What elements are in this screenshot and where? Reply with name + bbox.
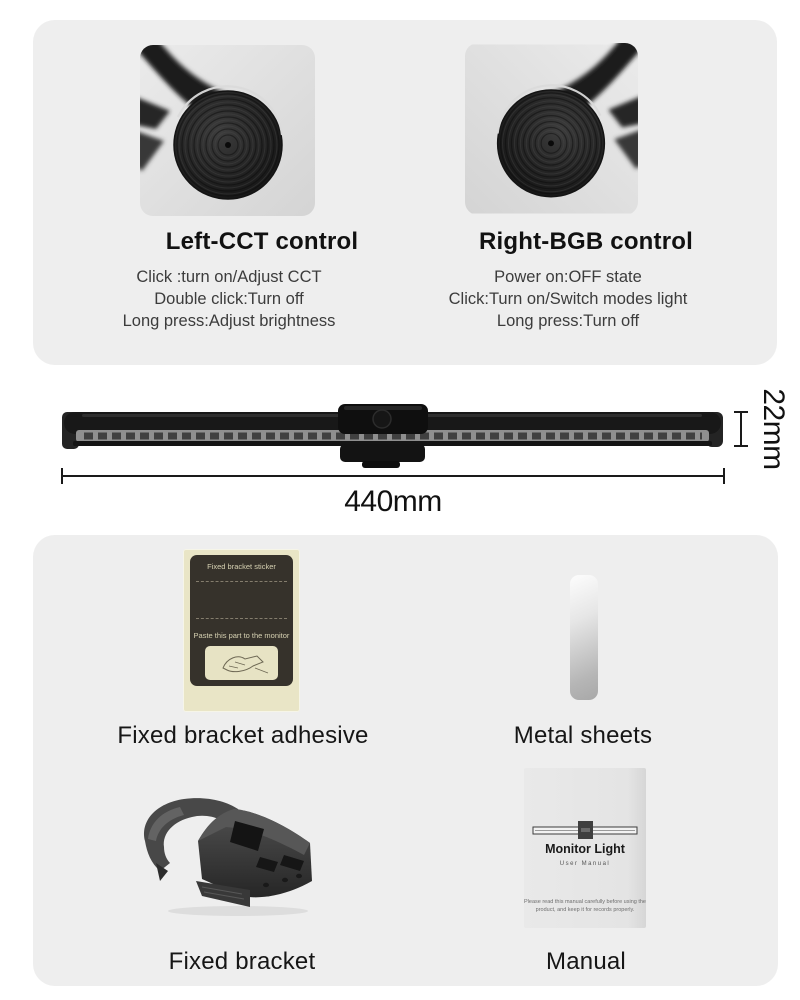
metal-sheet-image [570, 575, 598, 700]
adhesive-sticker-note: Paste this part to the monitor [193, 631, 290, 640]
manual-card-subtitle: User Manual [559, 861, 611, 867]
instruction-line: Long press:Turn off [496, 312, 640, 330]
fixed-bracket-label: Fixed bracket [168, 948, 316, 975]
perforation-line [196, 618, 287, 619]
knob-image [140, 45, 315, 216]
metal-sheets-label: Metal sheets [513, 722, 653, 749]
instruction-line: Long press:Adjust brightness [122, 312, 336, 330]
rgb-control-instructions [398, 266, 738, 332]
perforation-line [196, 581, 287, 582]
rgb-control-title: Right-BGB control [478, 228, 694, 255]
bracket-sketch-icon [205, 646, 278, 680]
knob-image [465, 43, 638, 215]
instruction-line: Click:Turn on/Switch modes light [448, 290, 688, 308]
width-dimension [62, 468, 724, 484]
height-dimension-label: 22mm [757, 388, 790, 470]
controls-panel [33, 20, 777, 365]
instruction-line: Click :turn on/Adjust CCT [136, 268, 322, 286]
width-dimension-label: 440mm [344, 485, 442, 518]
adhesive-sketch [205, 646, 278, 680]
adhesive-card-image [183, 549, 300, 712]
height-dimension [734, 412, 748, 446]
adhesive-label: Fixed bracket adhesive [117, 722, 369, 749]
instruction-line: Power on:OFF state [494, 268, 642, 286]
instruction-line: Double click:Turn off [154, 290, 304, 308]
cct-control-title: Left-CCT control [165, 228, 359, 255]
manual-card-footer [524, 899, 646, 914]
accessories-panel [33, 535, 778, 986]
manual-footer-line: product, and keep it for records properly. [535, 906, 635, 913]
cct-knob-photo [140, 45, 315, 216]
manual-label: Manual [546, 948, 626, 975]
manual-image [524, 768, 646, 928]
cct-control-instructions [64, 266, 394, 332]
fixed-bracket-image [138, 793, 322, 919]
manual-card-title: Monitor Light [545, 842, 625, 856]
adhesive-sticker [190, 555, 293, 686]
light-bar-diagram [30, 385, 790, 520]
bracket-illustration [138, 793, 322, 919]
manual-bar-drawing [524, 818, 646, 842]
adhesive-sticker-title: Fixed bracket sticker [207, 562, 276, 571]
rgb-knob-photo [465, 43, 638, 215]
manual-footer-line: Please read this manual carefully before using the [524, 899, 646, 905]
